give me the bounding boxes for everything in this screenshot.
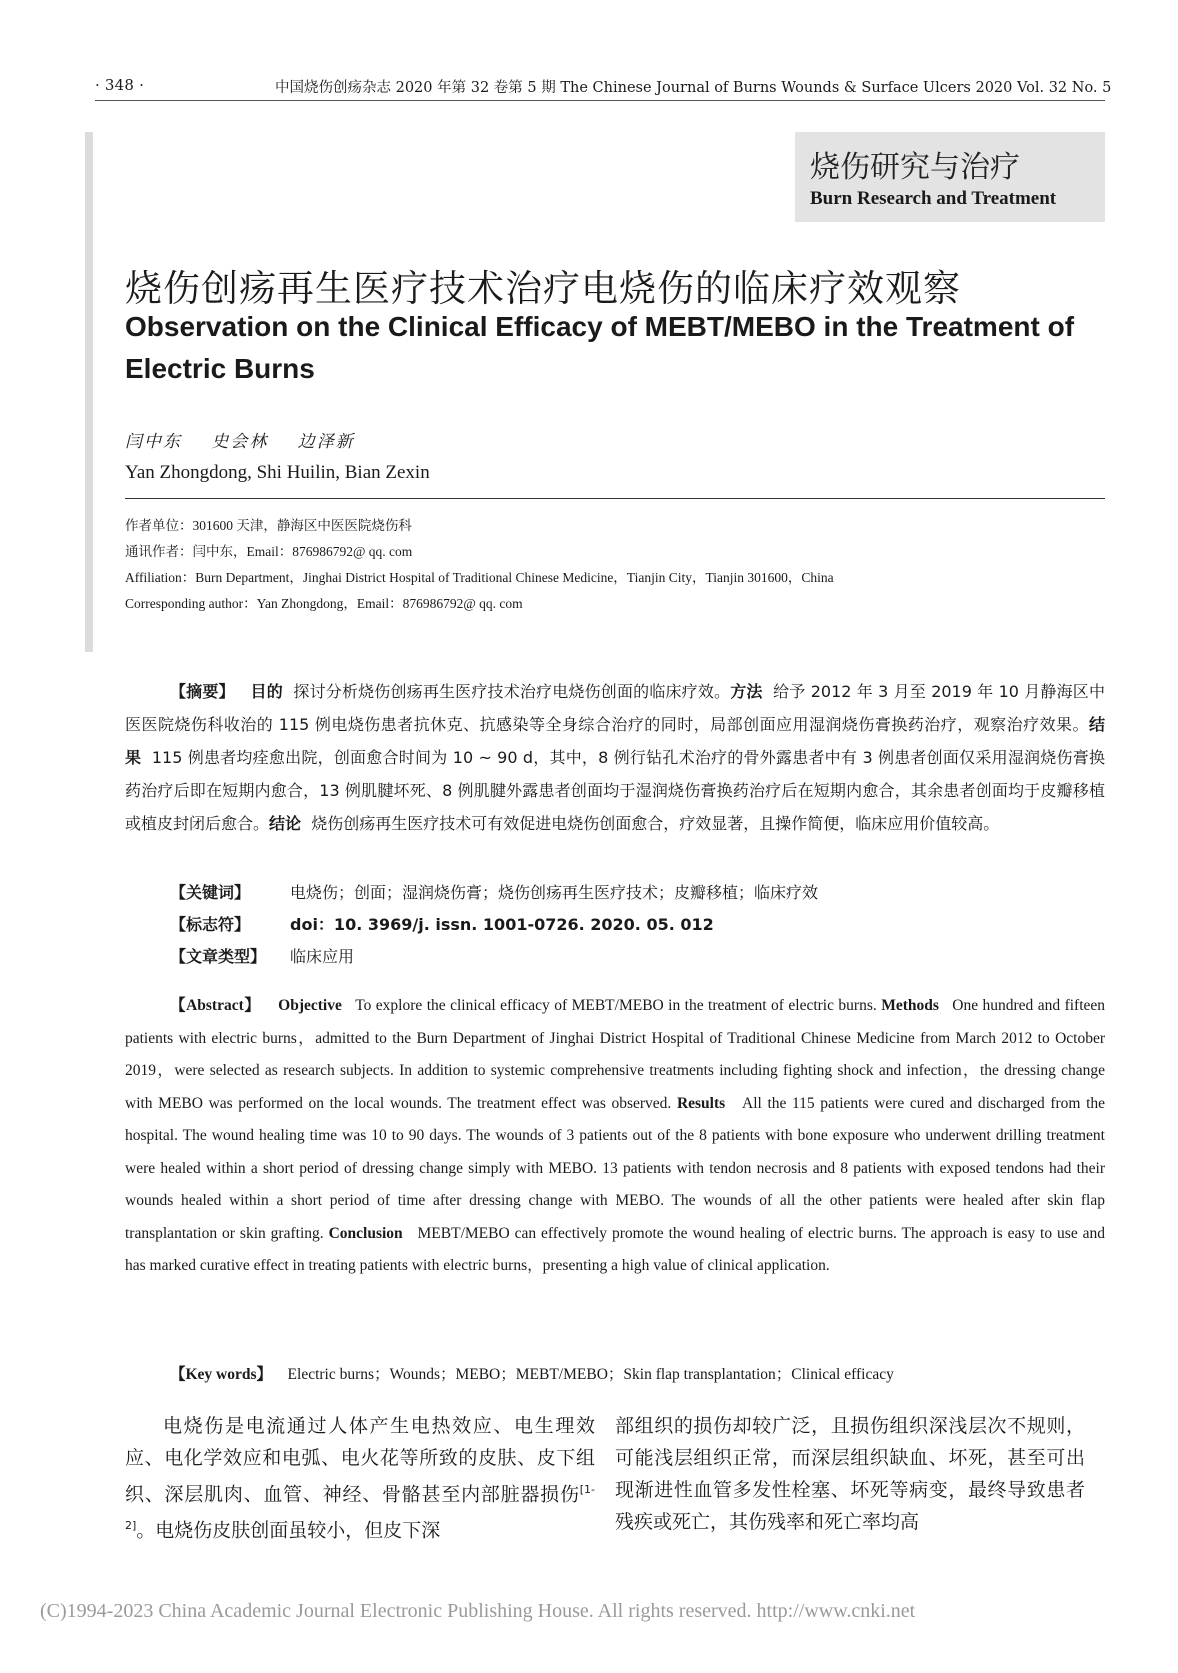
objective-en: To explore the clinical efficacy of MEBT/MEBO in the treatment of electric burns. xyxy=(355,997,877,1014)
doi-value: doi：10. 3969/j. issn. 1001-0726. 2020. 05. 012 xyxy=(290,915,714,934)
objective-label-en: Objective xyxy=(278,997,342,1014)
authors-rule xyxy=(125,498,1105,499)
keywords-cn-value: 电烧伤；创面；湿润烧伤膏；烧伤创疡再生医疗技术；皮瓣移植；临床疗效 xyxy=(290,883,819,902)
corresponding-en: Corresponding author：Yan Zhongdong，Email：876986792@ qq. com xyxy=(125,596,523,611)
section-title-cn: 烧伤研究与治疗 xyxy=(810,150,1020,185)
page-number: · 348 · xyxy=(95,76,145,94)
methods-cn: 给予 2012 年 3 月至 2019 年 10 月静海区中医医院烧伤科收治的 115 例电烧伤患者抗休克、抗感染等全身综合治疗的同时，局部创面应用湿润烧伤膏换药治疗，观察治疗效果。 xyxy=(125,682,1105,734)
keywords-en-value: Electric burns；Wounds；MEBO；MEBT/MEBO；Skin flap transplantation；Clinical efficacy xyxy=(287,1366,894,1383)
results-label-en: Results xyxy=(676,1094,726,1112)
affiliation-cn: 作者单位：301600 天津，静海区中医医院烧伤科 xyxy=(125,518,412,533)
article-title-en: Observation on the Clinical Efficacy of MEBT/MEBO in the Treatment of Electric Burns xyxy=(125,311,1075,384)
body-column-right: 部组织的损伤却较广泛，且损伤组织深浅层次不规则，可能浅层组织正常，而深层组织缺血、坏死，甚至可出现渐进性血管多发性栓塞、坏死等病变，最终导致患者残疾或死亡，其伤残率和死亡率均高 xyxy=(615,1415,1085,1533)
abstract-en-label: 【Abstract】 xyxy=(170,997,261,1014)
authors-en: Yan Zhongdong, Shi Huilin, Bian Zexin xyxy=(125,462,430,483)
results-label-cn: 结果 xyxy=(125,715,1105,767)
keywords-en xyxy=(170,1362,894,1384)
conclusion-label-cn: 结论 xyxy=(269,814,302,833)
conclusion-en: MEBT/MEBO can effectively promote the wound healing of electric burns. The approach is easy to use and has marked curative effect in treating patients with electric burns，presenting a high value of clinical application. xyxy=(125,1224,1106,1274)
abstract-cn xyxy=(125,675,1105,840)
corresponding-cn: 通讯作者：闫中东，Email：876986792@ qq. com xyxy=(125,544,413,559)
doi-row xyxy=(170,912,714,935)
objective-label-cn: 目的 xyxy=(250,682,283,701)
header-rule xyxy=(95,100,1105,101)
body-left-text: 电烧伤是电流通过人体产生电热效应、电生理效应、电化学效应和电弧、电火花等所致的皮肤、皮下组织、深层肌肉、血管、神经、骨骼甚至内部脏器损伤 xyxy=(125,1415,595,1506)
keywords-en-label: 【Key words】 xyxy=(170,1366,273,1383)
section-title-en: Burn Research and Treatment xyxy=(810,188,1057,209)
citation-ref: [1-2] xyxy=(125,1483,595,1533)
abstract-en xyxy=(125,990,1105,1283)
methods-label-en: Methods xyxy=(881,997,939,1014)
conclusion-cn: 烧伤创疡再生医疗技术可有效促进电烧伤创面愈合，疗效显著，且操作简便，临床应用价值较高。 xyxy=(311,814,1000,833)
methods-label-cn: 方法 xyxy=(730,682,763,701)
doi-label: 【标志符】 xyxy=(170,915,251,934)
decorative-sidebar xyxy=(85,132,93,652)
journal-header: 中国烧伤创疡杂志 2020 年第 32 卷第 5 期 The Chinese Journal of Burns Wounds & Surface Ulcers 2020 Vol. 32 No. 5 xyxy=(275,80,1112,96)
body-column-left xyxy=(125,1410,595,1547)
article-type-value: 临床应用 xyxy=(290,947,355,966)
article-title-cn: 烧伤创疡再生医疗技术治疗电烧伤的临床疗效观察 xyxy=(125,267,961,310)
keywords-cn-label: 【关键词】 xyxy=(170,883,251,902)
conclusion-label-en: Conclusion xyxy=(328,1224,403,1242)
results-cn: 115 例患者均痊愈出院，创面愈合时间为 10 ~ 90 d，其中，8 例行钻孔术治疗的骨外露患者中有 3 例患者创面仅采用湿润烧伤膏换药治疗后即在短期内愈合，13 例肌腱坏死、8 例肌腱外露患者创面均于湿润烧伤膏换药治疗后在短期内愈合，其余患者创面均于皮瓣移植或植皮封闭后愈合。 xyxy=(125,748,1105,833)
abstract-cn-label: 【摘要】 xyxy=(170,682,235,701)
objective-cn: 探讨分析烧伤创疡再生医疗技术治疗电烧伤创面的临床疗效。 xyxy=(293,682,731,701)
copyright-footer: (C)1994-2023 China Academic Journal Electronic Publishing House. All rights reserved. http://www.cnki.net xyxy=(40,1600,916,1622)
article-type-row xyxy=(170,944,354,967)
body-left-tail: 。电烧伤皮肤创面虽较小，但皮下深 xyxy=(136,1519,441,1542)
results-en: All the 115 patients were cured and discharged from the hospital. The wound healing time was 10 to 90 days. The wounds of 3 patients out of the 8 patients with bone exposure who underwent drilling treatment were healed within a short period of dressing change simply with MEBO. 13 patients with tendon necrosis and 8 patients with exposed tendons had their wounds healed within a short period of time after dressing change with MEBO. The wounds of all the other patients were healed after skin flap transplantation or skin grafting. xyxy=(125,1094,1106,1242)
affiliation-en: Affiliation：Burn Department，Jinghai District Hospital of Traditional Chinese Medicine，Tianjin City，Tianjin 301600，China xyxy=(125,570,834,585)
keywords-cn xyxy=(170,880,818,903)
methods-en: One hundred and fifteen patients with electric burns，admitted to the Burn Department of Jinghai District Hospital of Traditional Chinese Medicine from March 2012 to October 2019，were selected as research subjects. In addition to systemic comprehensive treatments including fighting shock and infection，the dressing change with MEBO was performed on the local wounds. The treatment effect was observed. xyxy=(125,997,1106,1112)
article-type-label: 【文章类型】 xyxy=(170,947,267,966)
authors-cn: 闫中东 史会林 边泽新 xyxy=(125,432,355,452)
